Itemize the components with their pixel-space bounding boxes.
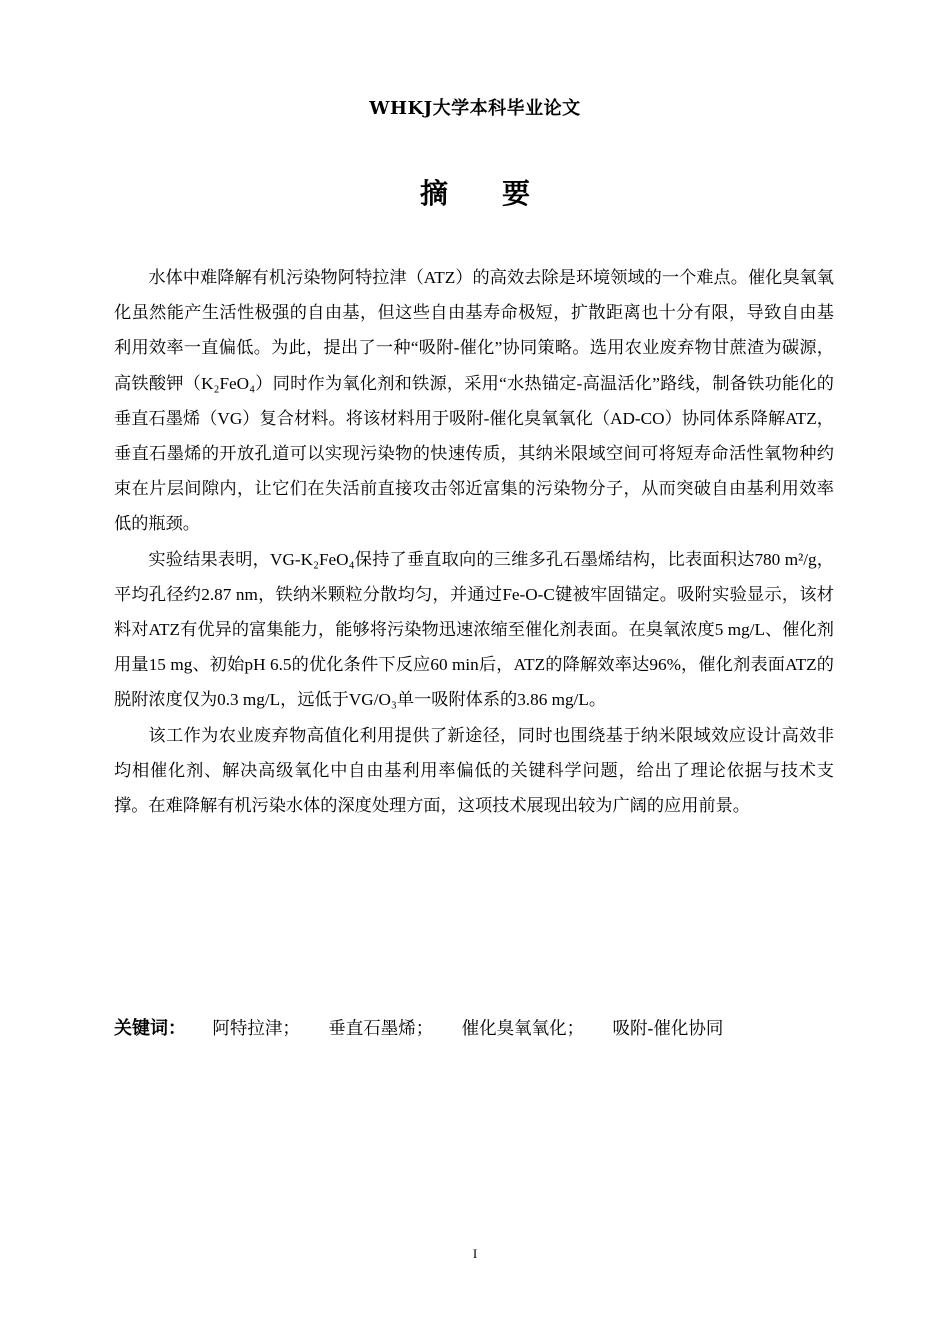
keyword-item: 阿特拉津； [212, 1018, 300, 1038]
keyword-item: 催化臭氧氧化； [461, 1018, 585, 1038]
running-header: WHKJ大学本科毕业论文 [369, 98, 581, 119]
abstract-paragraph-3: 该工作为农业废弃物高值化利用提供了新途径，同时也围绕基于纳米限域效应设计高效非均相催化剂、解决高级氧化中自由基利用率偏低的关键科学问题，给出了理论依据与技术支撑。在难降解有机污染水体的深度处理方面，这项技术展现出较为广阔的应用前景。 [114, 725, 834, 816]
keywords-line [114, 1012, 834, 1045]
abstract-paragraph-2: 实验结果表明，VG-K₂FeO₄保持了垂直取向的三维多孔石墨烯结构，比表面积达780 m²/g，平均孔径约2.87 nm，铁纳米颗粒分散均匀，并通过Fe-O-C键被牢固锚定。吸附实验显示，该材料对ATZ有优异的富集能力，能够将污染物迅速浓缩至催化剂表面。在臭氧浓度5 mg/L、催化剂用量15 mg、初始pH 6.5的优化条件下反应60 min后，ATZ的降解效率达96%，催化剂表面ATZ的脱附浓度仅为0.3 mg/L，远低于VG/O₃单一吸附体系的3.86 mg/L。 [114, 549, 834, 710]
abstract-body [114, 260, 834, 823]
abstract-paragraph-1: 水体中难降解有机污染物阿特拉津（ATZ）的高效去除是环境领域的一个难点。催化臭氧氧化虽然能产生活性极强的自由基，但这些自由基寿命极短，扩散距离也十分有限，导致自由基利用效率一直偏低。为此，提出了一种“吸附-催化”协同策略。选用农业废弃物甘蔗渣为碳源，高铁酸钾（K₂FeO₄）同时作为氧化剂和铁源，采用“水热锚定-高温活化”路线，制备铁功能化的垂直石墨烯（VG）复合材料。将该材料用于吸附-催化臭氧氧化（AD-CO）协同体系降解ATZ，垂直石墨烯的开放孔道可以实现污染物的快速传质，其纳米限域空间可将短寿命活性氧物种约束在片层间隙内，让它们在失活前直接攻击邻近富集的污染物分子，从而突破自由基利用效率低的瓶颈。 [114, 268, 834, 534]
keyword-item: 垂直石墨烯； [328, 1018, 434, 1038]
keywords-label: 关键词： [114, 1018, 186, 1039]
page-number: I [472, 1246, 478, 1261]
keyword-item: 吸附-催化协同 [612, 1018, 724, 1038]
abstract-title: 摘要 [419, 177, 584, 210]
